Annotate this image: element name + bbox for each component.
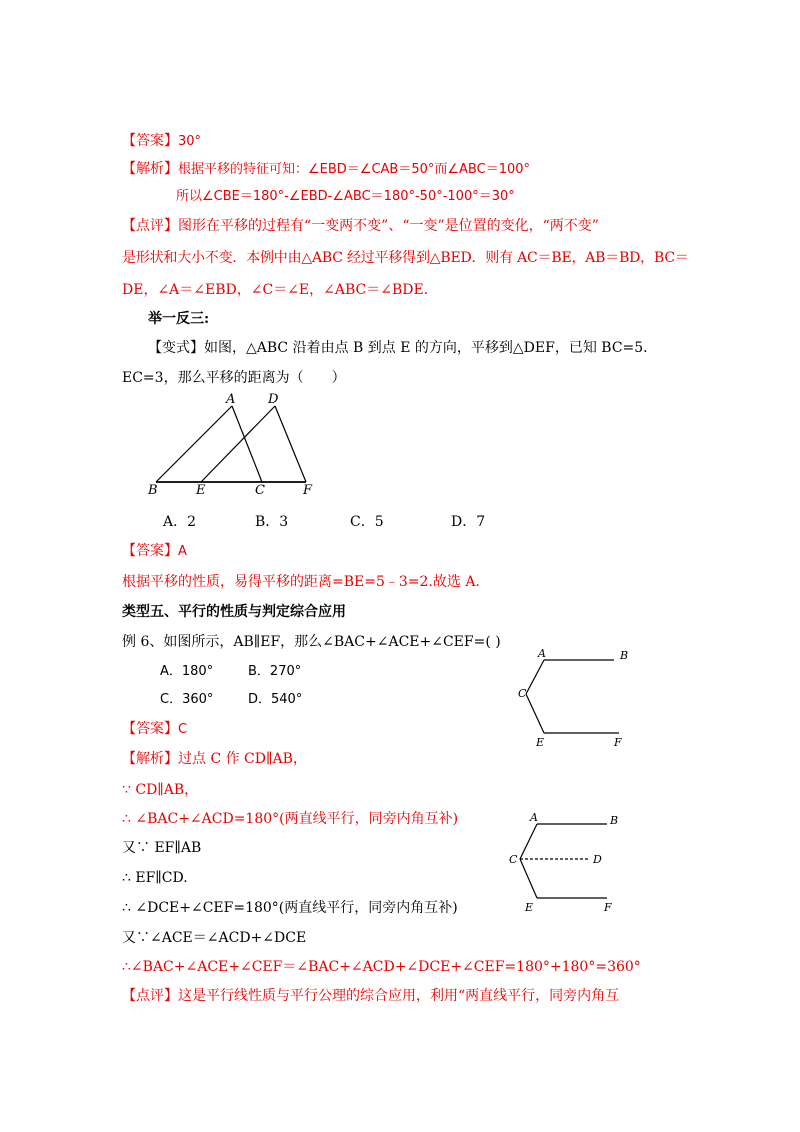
label-c: C bbox=[255, 483, 265, 498]
ex6-answer bbox=[122, 719, 187, 740]
practice-heading: 举一反三: bbox=[148, 311, 210, 327]
fig1-label-e: E bbox=[536, 736, 545, 749]
ex5-answer bbox=[122, 131, 201, 152]
analysis-line-2: 所以∠CBE＝180°-∠EBD-∠ABC＝180°-50°-100°＝30° bbox=[176, 189, 515, 204]
variant-option-a[interactable]: A．2 bbox=[163, 514, 197, 530]
segment-ed bbox=[201, 406, 275, 482]
ex6-option-a[interactable]: A．180° bbox=[160, 664, 214, 679]
analysis-tag: 【解析】 bbox=[122, 161, 178, 177]
ex6-option-d[interactable]: D．540° bbox=[248, 692, 303, 707]
ex6-step-4: 又∵ EF∥AB bbox=[122, 840, 202, 856]
variant-option-b[interactable]: B．3 bbox=[255, 514, 289, 530]
variant-line-1: 如图，△ABC 沿着由点 B 到点 E 的方向，平移到△DEF，已知 BC=5． bbox=[204, 340, 658, 356]
fig2-label-b: B bbox=[610, 814, 619, 827]
variant-question bbox=[148, 338, 657, 358]
ex6-step-5: ∴ EF∥CD. bbox=[122, 870, 188, 886]
analysis-line-1: 根据平移的特征可知：∠EBD＝∠CAB＝50°而∠ABC＝100° bbox=[178, 162, 531, 177]
comment-line-2: 是形状和大小不变．本例中由△ABC 经过平移得到△BED．则有 AC＝BE，AB＝BD，BC＝ bbox=[122, 250, 689, 266]
ex6-answer-tag: 【答案】 bbox=[122, 721, 178, 737]
parallel-figure-1 bbox=[505, 640, 635, 750]
label-d: D bbox=[268, 392, 279, 407]
label-e: E bbox=[196, 483, 206, 498]
fig1-label-a: A bbox=[538, 647, 546, 660]
variant-line-2: EC=3，那么平移的距离为（ ） bbox=[122, 370, 346, 386]
line-ce bbox=[526, 694, 544, 733]
ex6-step-6: ∴ ∠DCE+∠CEF=180°(两直线平行，同旁内角互补) bbox=[122, 900, 458, 916]
comment-tag: 【点评】 bbox=[122, 218, 178, 234]
variant-answer-tag: 【答案】 bbox=[122, 543, 178, 559]
ex6-comment-tag: 【点评】 bbox=[122, 988, 178, 1004]
variant-tag: 【变式】 bbox=[148, 340, 204, 356]
segment-ac bbox=[232, 406, 262, 482]
variant-option-c[interactable]: C．5 bbox=[350, 514, 384, 530]
ex6-step-3: ∴ ∠BAC+∠ACD=180°(两直线平行，同旁内角互补) bbox=[122, 811, 459, 827]
ex5-analysis bbox=[122, 159, 530, 180]
fig1-label-f: F bbox=[614, 736, 622, 749]
ex6-option-b[interactable]: B．270° bbox=[248, 664, 302, 679]
variant-answer-value: A bbox=[178, 544, 187, 559]
fig2-label-c: C bbox=[509, 853, 518, 866]
ex6-comment bbox=[122, 986, 619, 1006]
fig2-label-f: F bbox=[604, 901, 612, 914]
fig2-line-ce bbox=[520, 859, 537, 898]
segment-df bbox=[275, 406, 306, 482]
label-a: A bbox=[226, 392, 236, 407]
ex6-step-7: 又∵∠ACE＝∠ACD+∠DCE bbox=[122, 930, 307, 946]
fig2-label-d: D bbox=[593, 853, 602, 866]
fig1-label-c: C bbox=[518, 687, 527, 700]
translation-figure bbox=[140, 390, 330, 502]
segment-ab bbox=[156, 406, 232, 482]
variant-answer bbox=[122, 541, 187, 562]
line-ac bbox=[526, 660, 544, 694]
comment-line-1: 图形在平移的过程有“一变两不变”、“一变”是位置的变化，“两不变” bbox=[178, 218, 599, 234]
fig2-line-ac bbox=[520, 824, 537, 859]
label-f: F bbox=[303, 483, 313, 498]
parallel-figure-2 bbox=[500, 808, 630, 918]
ex6-step-1: 过点 C 作 CD∥AB， bbox=[178, 751, 307, 767]
fig2-label-a: A bbox=[530, 811, 538, 824]
ex6-answer-value: C bbox=[178, 722, 188, 737]
ex6-step-2: ∵ CD∥AB， bbox=[122, 782, 199, 798]
ex5-comment bbox=[122, 216, 599, 236]
ex6-analysis-tag: 【解析】 bbox=[122, 751, 178, 767]
variant-explanation: 根据平移的性质，易得平移的距离=BE=5﹣3=2.故选 A. bbox=[122, 574, 480, 590]
fig2-label-e: E bbox=[525, 901, 534, 914]
ex6-comment-text: 这是平行线性质与平行公理的综合应用，利用“两直线平行，同旁内角互 bbox=[178, 988, 620, 1004]
ex6-analysis bbox=[122, 749, 307, 769]
answer-tag: 【答案】 bbox=[122, 133, 178, 149]
ex6-option-c[interactable]: C．360° bbox=[160, 692, 214, 707]
comment-line-3: DE，∠A＝∠EBD，∠C＝∠E，∠ABC＝∠BDE. bbox=[122, 282, 429, 298]
ex6-step-8: ∴∠BAC+∠ACE+∠CEF＝∠BAC+∠ACD+∠DCE+∠CEF=180°+180°=360° bbox=[122, 959, 641, 975]
fig1-label-b: B bbox=[620, 649, 629, 662]
section-heading: 类型五、平行的性质与判定综合应用 bbox=[122, 604, 346, 620]
label-b: B bbox=[148, 483, 158, 498]
variant-option-d[interactable]: D．7 bbox=[451, 514, 486, 530]
answer-value: 30° bbox=[178, 134, 202, 149]
ex6-question: 例 6、如图所示，AB∥EF，那么∠BAC+∠ACE+∠CEF=( ) bbox=[122, 634, 501, 650]
